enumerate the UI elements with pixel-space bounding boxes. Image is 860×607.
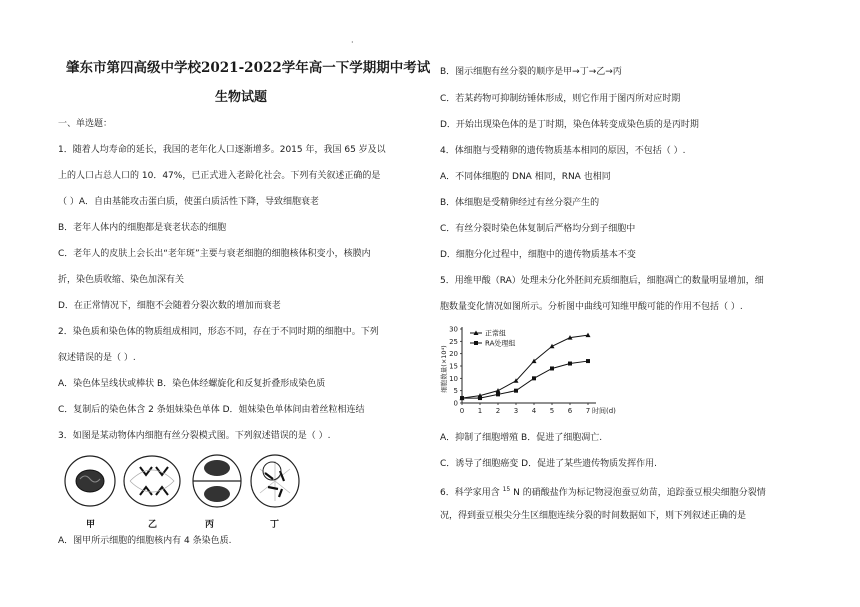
- right-line-3: 4．体细胞与受精卵的遗传物质基本相同的原因，不包括（ ）.: [440, 146, 686, 156]
- left-line-3: B．老年人体内的细胞都是衰老状态的细胞: [58, 223, 227, 233]
- right-line-1: C．若某药物可抑制纺锤体形成，则它作用于图丙所对应时期: [440, 94, 681, 104]
- cell-bing-nucleus-bottom: [204, 486, 230, 502]
- page-subtitle: 生物试题: [215, 90, 268, 105]
- y-tick-label: 0: [453, 399, 458, 408]
- left-line-4: C．老年人的皮肤上会长出“老年斑”主要与衰老细胞的细胞核体积变小，核膜内: [58, 249, 371, 259]
- q5-option-line-0: A．抑制了细胞增殖 B．促进了细胞凋亡.: [440, 433, 603, 443]
- cell-label-jia: 甲: [86, 520, 96, 530]
- left-line-0: 1．随着人均寿命的延长，我国的老年化人口逐渐增多。2015 年，我国 65 岁及以: [58, 145, 386, 155]
- cell-yi-membrane: [124, 456, 180, 506]
- q6-prefix: 6．科学家用含: [440, 488, 503, 498]
- cell-jia-nucleus: [76, 470, 104, 492]
- left-line-5: 折，染色质收缩、染色加深有关: [58, 275, 185, 285]
- left-line-6: D．在正常情况下，细胞不会随着分裂次数的增加而衰老: [58, 301, 281, 311]
- legend-label-0: 正常组: [485, 329, 506, 338]
- series-line-0: [462, 335, 588, 398]
- right-line-5: B．体细胞是受精卵经过有丝分裂产生的: [440, 198, 600, 208]
- q6-line-2: 况，得到蚕豆根尖分生区细胞连续分裂的时间数据如下，则下列叙述正确的是: [440, 511, 747, 521]
- series-1-point: [514, 389, 518, 393]
- left-line-7: 2．染色质和染色体的物质组成相同，形态不同，存在于不同时期的细胞中。下列: [58, 327, 379, 337]
- left-line-2: （ ）A．自由基能攻击蛋白质，使蛋白质活性下降，导致细胞衰老: [58, 197, 320, 207]
- left-line-11: 3．如图是某动物体内细胞有丝分裂模式图。下列叙述错误的是（ ）.: [58, 431, 331, 441]
- right-line-4: A．不同体细胞的 DNA 相同，RNA 也相同: [440, 172, 611, 182]
- page-title: 肇东市第四高级中学校2021-2022学年高一下学期期中考试: [66, 60, 431, 76]
- x-axis-label: 时间(d): [592, 407, 616, 415]
- q6-line-1: [440, 484, 766, 499]
- section-heading: 一、单选题：: [58, 119, 113, 129]
- cell-bing-nucleus-top: [204, 460, 230, 476]
- series-0-point: [550, 344, 555, 349]
- right-line-2: D．开始出现染色体的是丁时期，染色体转变成染色质的是丙时期: [440, 120, 699, 130]
- series-1-point: [550, 366, 554, 370]
- x-tick-label: 1: [477, 407, 483, 415]
- x-tick-label: 6: [567, 407, 573, 415]
- left-line-10: C．复制后的染色体含 2 条姐妹染色单体 D．姐妹染色单体间由着丝粒相连结: [58, 405, 365, 415]
- right-line-6: C．有丝分裂时染色体复制后严格均分到子细胞中: [440, 224, 636, 234]
- legend-marker-1: [474, 341, 478, 345]
- y-tick-label: 10: [449, 374, 458, 383]
- y-tick-label: 30: [449, 325, 458, 334]
- x-tick-label: 4: [531, 407, 537, 415]
- mitosis-cell-figure: [60, 449, 300, 530]
- cell-label-bing: 丙: [205, 520, 215, 530]
- legend-label-1: RA处理组: [485, 339, 516, 348]
- x-tick-label: 2: [495, 407, 501, 415]
- x-tick-label: 3: [513, 407, 519, 415]
- y-tick-label: 5: [453, 387, 458, 396]
- cell-label-ding: 丁: [270, 520, 280, 530]
- series-1-point: [460, 396, 464, 400]
- left-line-1: 上的人口占总人口的 10．47%，已正式进入老龄化社会。下列有关叙述正确的是: [58, 171, 381, 181]
- series-0-point: [496, 388, 501, 393]
- y-axis-label: 细胞数量(×10⁴): [440, 345, 448, 393]
- x-tick-label: 5: [549, 407, 555, 415]
- right-line-0: B．图示细胞有丝分裂的顺序是甲→丁→乙→丙: [440, 67, 622, 77]
- x-tick-label: 7: [585, 407, 591, 415]
- series-1-point: [568, 362, 572, 366]
- cell-count-chart: [440, 325, 630, 425]
- right-line-8: 5．用维甲酸（RA）处理未分化外胚间充质细胞后，细胞凋亡的数量明显增加，细: [440, 276, 764, 286]
- q6-suffix: N 的硝酸盐作为标记物浸泡蚕豆幼苗，追踪蚕豆根尖细胞分裂情: [510, 488, 766, 498]
- series-1-point: [496, 392, 500, 396]
- series-1-point: [532, 376, 536, 380]
- y-tick-label: 20: [449, 350, 458, 359]
- right-line-7: D．细胞分化过程中，细胞中的遗传物质基本不变: [440, 250, 636, 260]
- right-line-9: 胞数量变化情况如图所示。分析图中曲线可知维甲酸可能的作用不包括（ ）.: [440, 302, 743, 312]
- y-tick-label: 25: [449, 337, 458, 346]
- series-1-point: [586, 359, 590, 363]
- series-line-1: [462, 361, 588, 398]
- y-tick-label: 15: [449, 362, 458, 371]
- q5-option-line-1: C．诱导了细胞癌变 D．促进了某些遗传物质发挥作用.: [440, 459, 657, 469]
- header-dot: ·: [351, 38, 354, 47]
- series-1-point: [478, 396, 482, 400]
- left-line-9: A．染色体呈线状或棒状 B．染色体经螺旋化和反复折叠形成染色质: [58, 379, 326, 389]
- cell-label-yi: 乙: [148, 520, 158, 530]
- q3-option-a: A．图甲所示细胞的细胞核内有 4 条染色质.: [58, 536, 232, 546]
- q6-superscript: 15: [502, 486, 511, 493]
- left-line-8: 叙述错误的是（ ）.: [58, 353, 136, 363]
- cells-illustration: [60, 449, 300, 519]
- x-tick-label: 0: [459, 407, 465, 415]
